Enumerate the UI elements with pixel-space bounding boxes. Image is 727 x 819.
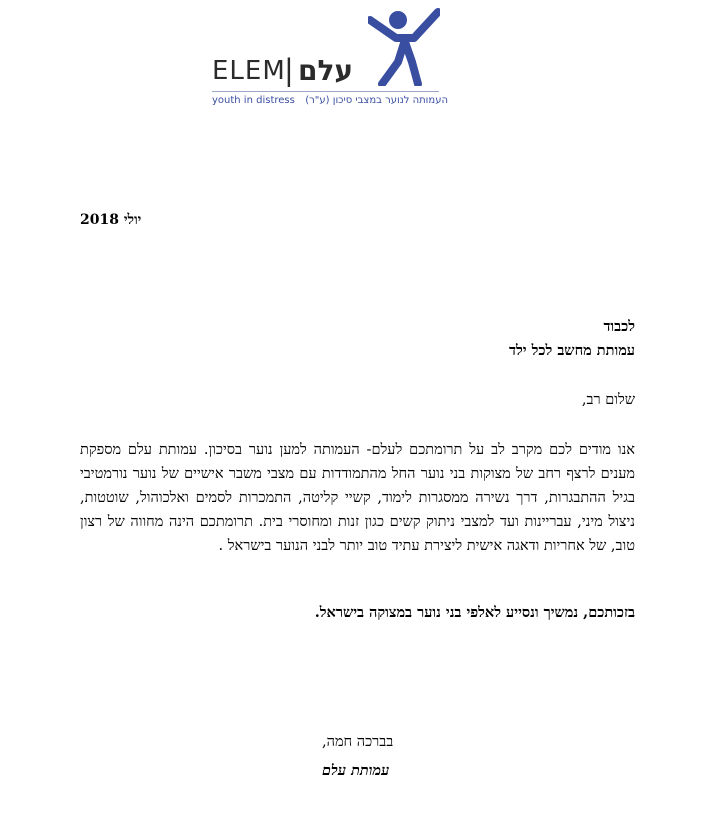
person-figure-icon — [368, 8, 440, 86]
letter-body: אנו מודים לכם מקרב לב על תרומתכם לעלם- העמותה למען נוער בסיכון. עמותת עלם מספקת מענים לרצף רחב של מצוקות בני נוער החל מהתמודדות עם מצבי משבר אישיים של נוער נורמטיבי בגיל ההתבגרות, דרך נשירה ממסגרות לימוד, קשיי קליטה, התמכרות לסמים ואלכוהול, שוטטות, ניצול מיני, עבריינות ועד למצבי ניתוק קשים כגון זנות ומחוסרי בית. תרומתכם הינה מחווה של רצון טוב, של אחריות ודאגה אישית ליצירת עתיד טוב יותר לבני הנוער בישראל . — [80, 442, 635, 554]
closing-line: בזכותכם, נמשיך ונסייע לאלפי בני נוער במצוקה בישראל. — [314, 604, 635, 621]
logo-separator: | — [284, 53, 294, 87]
recipient-name: עמותת מחשב לכל ילד — [509, 342, 635, 359]
greeting: שלום רב, — [581, 392, 635, 408]
logo-hebrew-text: עלם — [298, 54, 354, 87]
letter-date: יולי 2018 — [80, 212, 142, 228]
logo-tagline-english: youth in distress — [212, 95, 295, 106]
elem-logo — [208, 8, 448, 113]
logo-english-text: ELEM — [212, 56, 286, 86]
to-label: לכבוד — [603, 318, 635, 335]
sign-off: בברכה חמה, — [322, 734, 394, 750]
logo-divider — [212, 91, 439, 92]
logo-tagline-hebrew: העמותה לנוער במצבי סיכון (ע"ר) — [305, 95, 448, 106]
signature: עמותת עלם — [322, 762, 390, 779]
